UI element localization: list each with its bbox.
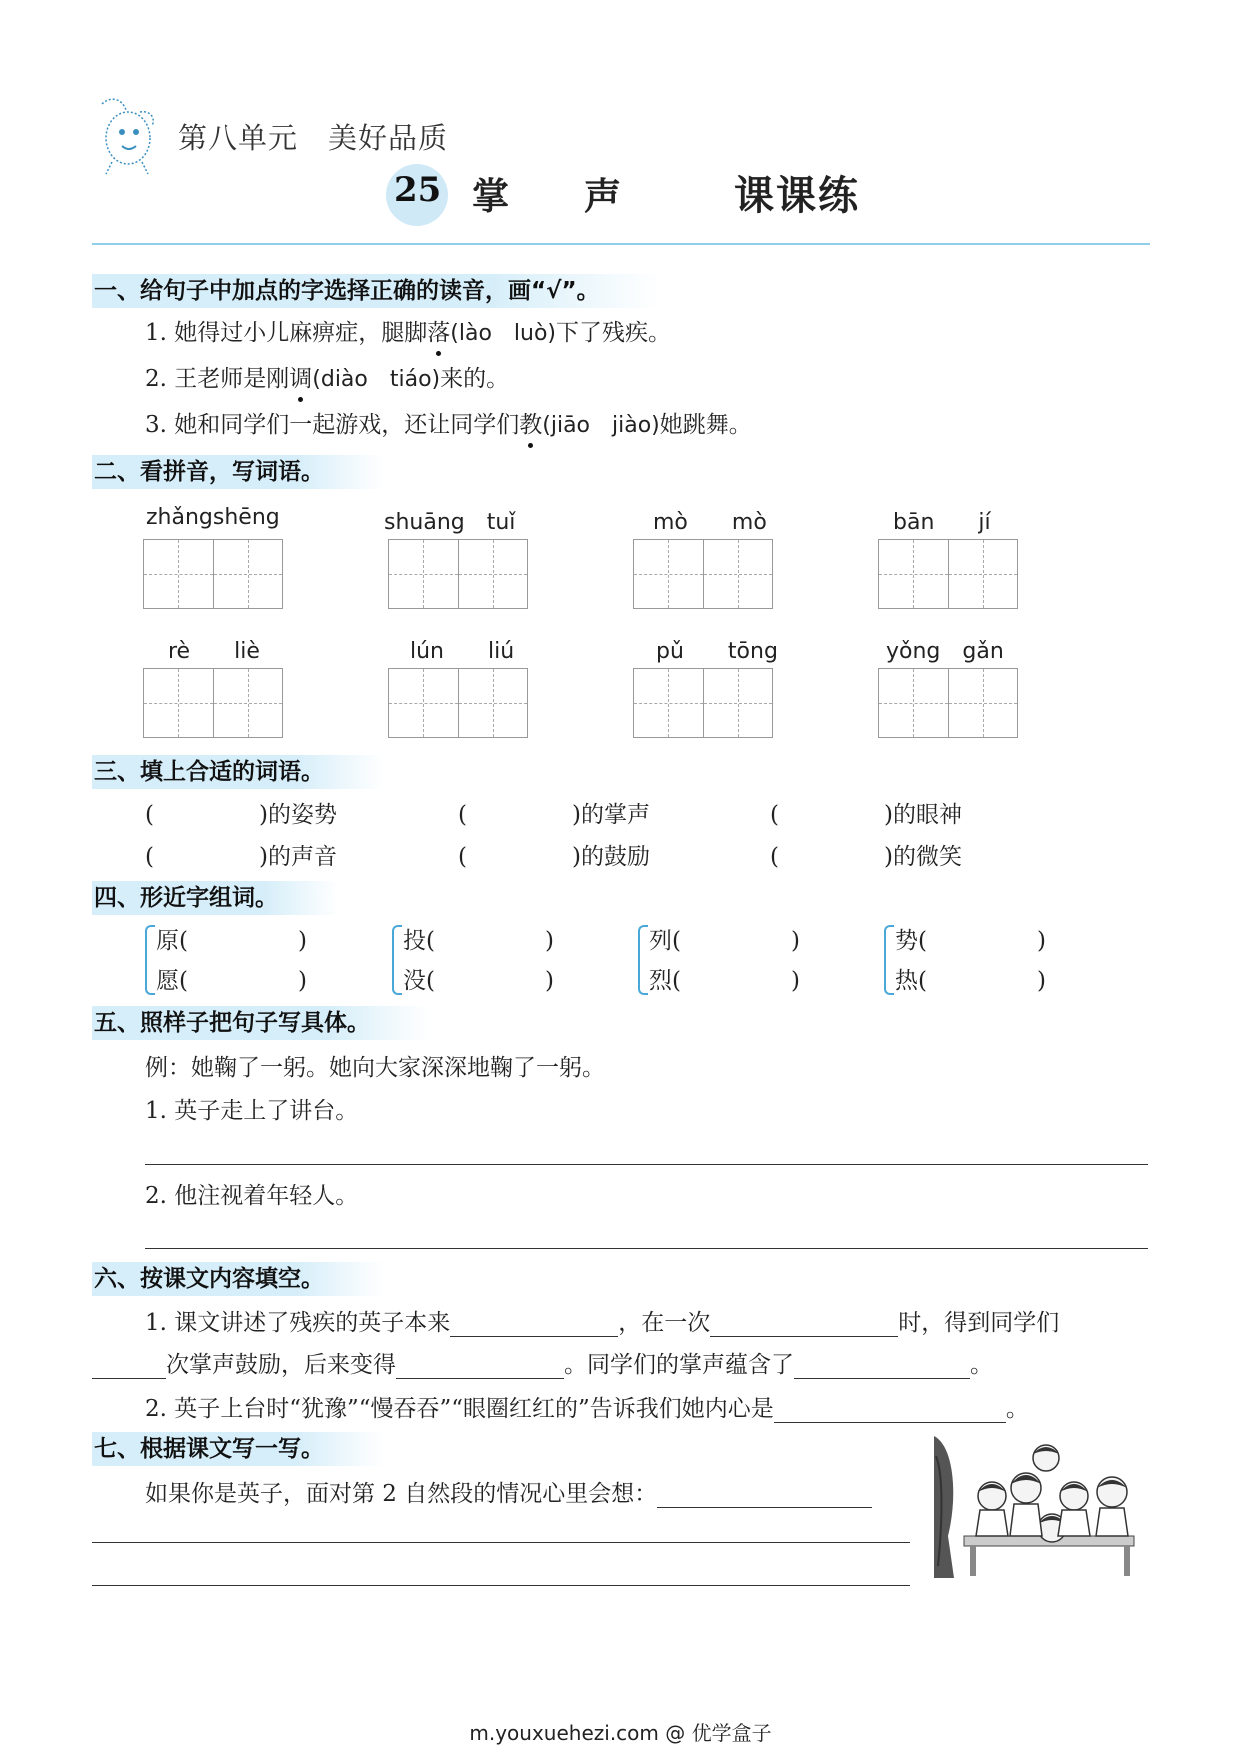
writing-grid[interactable] [388,539,528,609]
phrase-suffix: 的声音 [267,844,337,870]
close-paren: ) [883,844,893,870]
pinyin-label: mò mò [653,510,767,535]
example-sentence: 例：她鞠了一躬。她向大家深深地鞠了一躬。 [145,1055,605,1081]
pronunciation-options[interactable]: (diào tiáo) [312,367,441,392]
pinyin-label: rè liè [168,639,260,664]
s7-prompt [145,1475,872,1508]
writing-grid[interactable] [878,539,1018,609]
pronunciation-options[interactable]: (lào luò) [450,321,557,346]
fill-text: 。 [970,1352,993,1378]
word-group-item[interactable] [403,962,554,995]
q-text: 她和同学们一起游戏，还让同学们 [174,412,520,438]
unit-theme: 美好品质 [328,121,449,155]
s6-line-3 [145,1390,1029,1423]
writing-grid[interactable] [878,668,1018,738]
pinyin-label: yǒng gǎn [886,639,1004,664]
pronunciation-options[interactable]: (jiāo jiào) [542,413,660,438]
blank-field[interactable] [710,1312,898,1337]
open-paren: ( [145,802,154,828]
writing-grid[interactable] [143,539,283,609]
phrase-suffix: 的眼神 [892,802,962,828]
open-paren: ( [918,968,927,994]
pinyin-label: pǔ tōng [656,639,778,664]
answer-line[interactable] [145,1164,1148,1165]
open-paren: ( [426,928,435,954]
word-group-item[interactable] [156,962,307,995]
fill-text: 。 [1005,1396,1029,1422]
section-6-heading: 六、按课文内容填空。 [92,1262,384,1296]
blank-field[interactable] [450,1312,618,1337]
fill-text: 1. 课文讲述了残疾的英子本来 [145,1310,451,1336]
word-group-item[interactable] [403,922,554,955]
close-paren: ) [544,928,554,954]
prompt-text: 如果你是英子，面对第 2 自然段的情况心里会想： [145,1481,658,1507]
open-paren: ( [179,928,188,954]
fill-text: ，在一次 [618,1310,711,1336]
answer-line[interactable] [145,1248,1148,1249]
pinyin-label: shuāng tuǐ [384,510,516,535]
writing-grid[interactable] [143,668,283,738]
close-paren: ) [297,928,307,954]
phrase-suffix: 的鼓励 [580,844,650,870]
blank-field[interactable] [794,1354,970,1379]
practice-title: 课课练 [734,173,860,219]
fill-phrase[interactable] [458,796,650,829]
s1-question-1 [145,314,671,347]
phrase-suffix: 的微笑 [892,844,962,870]
fill-text: 时，得到同学们 [898,1310,1060,1336]
section-5-heading: 五、照样子把句子写具体。 [92,1006,430,1040]
pinyin-label: lún liú [410,639,515,664]
dotted-char: 调 [289,360,312,393]
open-paren: ( [770,844,779,870]
phrase-suffix: 的姿势 [267,802,337,828]
similar-char: 势 [895,928,918,954]
s1-question-2 [145,360,509,393]
writing-grid[interactable] [633,668,773,738]
mascot-icon [92,92,162,176]
open-paren: ( [145,844,154,870]
writing-grid[interactable] [633,539,773,609]
fill-text: 。同学们的掌声蕴含了 [564,1352,794,1378]
section-3-heading: 三、填上合适的词语。 [92,755,384,789]
q-text: 王老师是刚 [174,366,290,392]
similar-char: 原 [156,928,179,954]
fill-phrase[interactable] [145,838,337,871]
fill-phrase[interactable] [770,796,962,829]
q-number: 3. [145,412,167,438]
brace-icon [638,925,648,995]
close-paren: ) [790,968,800,994]
s5-question-1: 1. 英子走上了讲台。 [145,1098,359,1124]
s5-question-2: 2. 他注视着年轻人。 [145,1183,359,1209]
q-number: 1. [145,320,167,346]
blank-field[interactable] [396,1354,564,1379]
pinyin-label: bān jí [893,510,991,535]
unit-label: 第八单元 [178,121,299,155]
close-paren: ) [883,802,893,828]
similar-char: 烈 [649,968,672,994]
dotted-char: 落 [427,314,450,347]
similar-char: 列 [649,928,672,954]
fill-text: 2. 英子上台时“犹豫”“慢吞吞”“眼圈红红的”告诉我们她内心是 [145,1396,774,1422]
blank-field[interactable] [92,1354,166,1379]
q-text: 来的。 [440,366,510,392]
fill-phrase[interactable] [145,796,337,829]
brace-icon [884,925,894,995]
section-4-heading: 四、形近字组词。 [92,881,338,915]
brace-icon [145,925,155,995]
word-group-item[interactable] [649,962,800,995]
open-paren: ( [672,928,681,954]
section-7-heading: 七、根据课文写一写。 [92,1432,384,1466]
section-2-heading: 二、看拼音，写词语。 [92,455,384,489]
open-paren: ( [672,968,681,994]
close-paren: ) [258,802,268,828]
fill-phrase[interactable] [770,838,962,871]
open-paren: ( [458,844,467,870]
open-paren: ( [918,928,927,954]
word-group-item[interactable] [649,922,800,955]
close-paren: ) [571,802,581,828]
pinyin-label: zhǎngshēng [146,505,280,530]
s1-question-3 [145,406,752,439]
close-paren: ) [297,968,307,994]
close-paren: ) [544,968,554,994]
answer-line[interactable] [92,1585,910,1586]
similar-char: 投 [403,928,426,954]
word-group-item[interactable] [156,922,307,955]
classroom-illustration [934,1436,1144,1578]
close-paren: ) [571,844,581,870]
header-divider [92,243,1150,245]
s6-line-2 [92,1346,993,1379]
lesson-number: 25 [394,170,442,210]
open-paren: ( [458,802,467,828]
fill-text: 次掌声鼓励，后来变得 [166,1352,396,1378]
q-text: 她跳舞。 [659,412,752,438]
fill-phrase[interactable] [458,838,650,871]
s6-line-1 [145,1304,1059,1337]
footer-watermark: m.youxuehezi.com @ 优学盒子 [469,1721,772,1745]
phrase-suffix: 的掌声 [580,802,650,828]
section-1-heading: 一、给句子中加点的字选择正确的读音，画“√”。 [92,274,660,308]
blank-field[interactable] [774,1398,1006,1423]
word-group-item[interactable] [895,962,1046,995]
word-group-item[interactable] [895,922,1046,955]
q-number: 2. [145,366,167,392]
close-paren: ) [1036,968,1046,994]
close-paren: ) [258,844,268,870]
open-paren: ( [179,968,188,994]
blank-field[interactable] [657,1483,872,1508]
unit-title [178,116,448,157]
brace-icon [392,925,402,995]
lesson-title-char-2: 声 [584,174,621,218]
lesson-title-char-1: 掌 [472,174,511,218]
similar-char: 热 [895,968,918,994]
open-paren: ( [426,968,435,994]
q-text: 她得过小儿麻痹症，腿脚 [174,320,428,346]
close-paren: ) [1036,928,1046,954]
open-paren: ( [770,802,779,828]
similar-char: 愿 [156,968,179,994]
dotted-char: 教 [519,406,542,439]
writing-grid[interactable] [388,668,528,738]
similar-char: 没 [403,968,426,994]
close-paren: ) [790,928,800,954]
q-text: 下了残疾。 [556,320,672,346]
answer-line[interactable] [92,1542,910,1543]
